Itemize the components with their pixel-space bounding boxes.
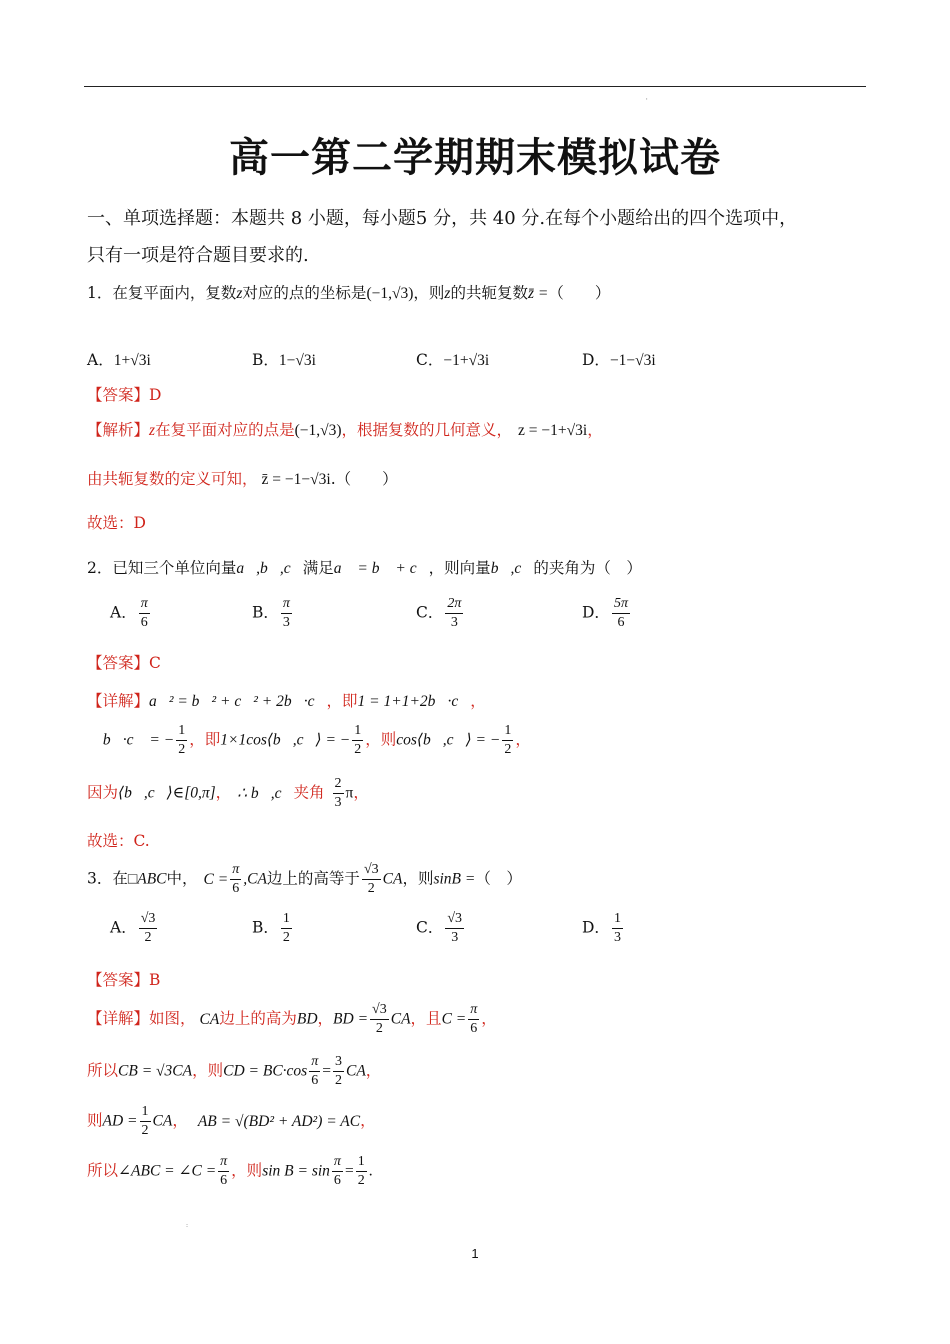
q3-option-b: B． $\frac{1}{2}$ (252, 911, 290, 945)
q2-detail-line2: ∴ b⃗·c⃗ = − $\frac{1}{2}$ ，即1×1cos⟨b⃗,c⃗⟩ = − $\frac{1}{2}$ ，则cos⟨b⃗,c⃗⟩ = − $\frac{1}{2}$ ， (87, 723, 531, 757)
section-heading-line1: 一、单项选择题：本题共 8 小题，每小题5 分，共 40 分.在每个小题给出的四个选项中， (87, 208, 798, 229)
q1-stem-b: 对应的点的坐标是 (242, 284, 367, 302)
q3-option-d: D． $\frac{1}{3}$ (582, 911, 621, 945)
q1-zbar: z̄ = (527, 285, 549, 302)
q1-choose: 故选：D (87, 514, 146, 532)
page-number: 1 (471, 1246, 479, 1261)
q1-explanation-line1: 【解析】z在复平面对应的点是(−1,√3)，根据复数的几何意义， z = −1+√3i， (87, 421, 603, 439)
footer-tick-mark: : (186, 1222, 189, 1229)
q2-option-a: A． $\frac{\pi}{6}$ (110, 596, 148, 630)
q1-paren: （ ） (548, 284, 611, 302)
q1-option-a: A．1+√3i (87, 351, 151, 369)
q2-stem: 2．已知三个单位向量a⃗,b⃗,c⃗满足a⃗ = b⃗ + c⃗，则向量b⃗,c⃗的夹角为（ ） (87, 559, 642, 577)
q3-detail-line4: 所以∠ABC = ∠C = $\frac{\pi}{6}$ ，则sin B = sin $\frac{\pi}{6}$ = $\frac{1}{2}$ . (87, 1154, 373, 1188)
q2-answer: 【答案】C (87, 654, 161, 672)
q1-stem-a: 1．在复平面内，复数 (87, 284, 237, 302)
q3-stem: 3．在□ABC中， C = $\frac{\pi}{6}$ ,CA边上的高等于 $\frac{√3}{2}$ CA，则sinB =（ ） (87, 862, 522, 896)
q1-var-z: z (236, 285, 243, 302)
q1-explanation-line2: 由共轭复数的定义可知， z̄ = −1−√3i.（ ） (87, 470, 398, 488)
q3-detail-line3: 则AD = $\frac{1}{2}$ CA， AB = √(BD² + AD²) = AC， (87, 1104, 376, 1138)
q2-option-c: C． $\frac{2\pi}{3}$ (416, 596, 462, 630)
q2-detail-line3: 因为⟨b⃗,c⃗⟩∈[0,π]， ∴ b⃗,c⃗夹角 $\frac{2}{3}$ π， (87, 776, 369, 810)
q1-stem-d: 的共轭复数 (450, 284, 528, 302)
section-heading-line2: 只有一项是符合题目要求的. (87, 245, 309, 266)
q1-option-b: B．1−√3i (252, 351, 316, 369)
q3-detail-line2: 所以CB = √3CA，则CD = BC·cos $\frac{\pi}{6}$ = $\frac{3}{2}$ CA， (87, 1054, 382, 1088)
q2-choose: 故选：C. (87, 832, 150, 850)
q1-option-c: C．−1+√3i (416, 351, 490, 369)
q3-option-a: A． $\frac{√3}{2}$ (110, 911, 156, 945)
page-title: 高一第二学期期末模拟试卷 (229, 134, 721, 181)
q1-var-z2: z (444, 285, 451, 302)
q1-stem-c: ，则 (413, 284, 445, 302)
header-tick-mark: ' (646, 98, 648, 105)
q1-answer: 【答案】D (87, 386, 162, 404)
q2-option-d: D． $\frac{5\pi}{6}$ (582, 596, 628, 630)
q2-detail-line1: 【详解】a⃗² = b⃗² + c⃗² + 2b⃗·c⃗，即1 = 1+1+2b⃗·c⃗， (87, 692, 486, 710)
q1-option-d: D．−1−√3i (582, 351, 656, 369)
q2-option-b: B． $\frac{\pi}{3}$ (252, 596, 290, 630)
q3-option-c: C． $\frac{√3}{3}$ (416, 911, 463, 945)
q1-point: (−1,√3) (366, 285, 414, 302)
header-rule (84, 86, 866, 87)
q3-detail-line1: 【详解】如图， CA边上的高为BD，BD = $\frac{√3}{2}$ CA，且C = $\frac{\pi}{6}$ ， (87, 1002, 497, 1036)
q3-answer: 【答案】B (87, 971, 161, 989)
q1-stem (87, 281, 610, 303)
